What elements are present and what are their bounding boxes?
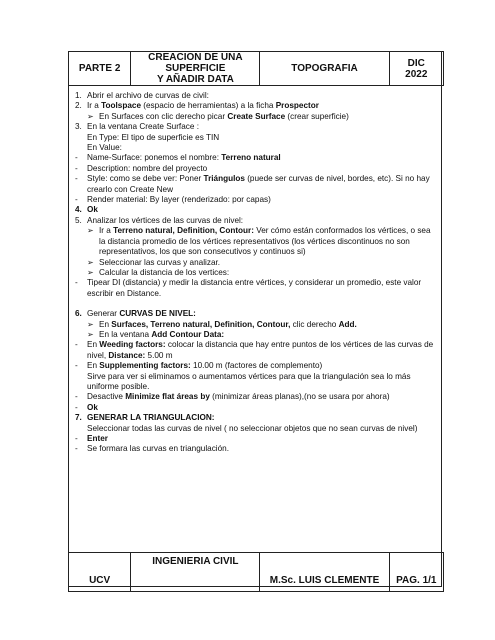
dash-bullet: - bbox=[75, 340, 78, 350]
dash-bullet: - bbox=[75, 163, 78, 173]
header-date-month: DIC bbox=[407, 57, 425, 69]
step-3-description bbox=[75, 164, 437, 174]
dash-bullet: - bbox=[75, 402, 78, 412]
arrow-bullet-icon: ➢ bbox=[87, 226, 94, 236]
header-date-year: 2022 bbox=[405, 68, 428, 80]
step-3 bbox=[75, 122, 437, 132]
footer-page: PAG. 1/1 bbox=[389, 553, 443, 592]
step-text: Seleccionar las curvas y analizar. bbox=[99, 257, 221, 267]
step-text: (puede ser curvas de nivel, bordes, etc). Si no hay crearlo con Create New bbox=[87, 174, 430, 194]
step-5-contour bbox=[75, 226, 437, 257]
step-bold: GENERAR LA TRIANGULACION: bbox=[87, 413, 215, 423]
header-table bbox=[68, 51, 444, 86]
step-text: Desactive bbox=[87, 392, 126, 402]
step-5-measure bbox=[75, 278, 437, 299]
step-6-weeding bbox=[75, 340, 437, 361]
step-text: En Type: El tipo de superficie es TIN bbox=[87, 132, 220, 142]
step-number: 6. bbox=[75, 309, 82, 319]
step-2-sub bbox=[75, 112, 437, 122]
step-6-supplementing bbox=[75, 361, 437, 371]
footer-table bbox=[68, 552, 444, 592]
step-3-type bbox=[75, 133, 437, 143]
step-bold: Surfaces, Terreno natural, Definition, Contour, bbox=[111, 319, 291, 329]
arrow-bullet-icon: ➢ bbox=[87, 267, 94, 277]
header-title-line2: Y AÑADIR DATA bbox=[156, 74, 234, 85]
dash-bullet: - bbox=[75, 195, 78, 205]
step-bold: CURVAS DE NIVEL: bbox=[119, 309, 196, 319]
step-text: Render material: By layer (renderizado: por capas) bbox=[87, 195, 271, 205]
step-text: En bbox=[99, 319, 112, 329]
dash-bullet: - bbox=[75, 278, 78, 288]
dash-bullet: - bbox=[75, 361, 78, 371]
header-subject: TOPOGRAFIA bbox=[260, 52, 389, 86]
step-2 bbox=[75, 101, 437, 111]
step-text: En Value: bbox=[87, 143, 122, 153]
footer-career: INGENIERIA CIVIL bbox=[131, 553, 260, 592]
arrow-bullet-icon: ➢ bbox=[87, 319, 94, 329]
step-6-note bbox=[75, 372, 437, 393]
step-number: 4. bbox=[75, 205, 82, 215]
step-1 bbox=[75, 91, 437, 101]
header-title bbox=[131, 52, 260, 86]
step-text: Ir a bbox=[87, 101, 102, 111]
step-6-window bbox=[75, 330, 437, 340]
dash-bullet: - bbox=[75, 174, 78, 184]
step-bold: Enter bbox=[87, 434, 108, 443]
step-text: Analizar los vértices de las curvas de nivel: bbox=[87, 215, 244, 225]
step-3-style bbox=[75, 174, 437, 195]
step-text: 10.00 m (factores de complemento) bbox=[190, 361, 323, 371]
step-text: En la ventana Create Surface : bbox=[87, 122, 199, 132]
step-bold: Prospector bbox=[275, 101, 319, 111]
header-date bbox=[389, 52, 443, 86]
step-text: Ver cómo están conformados los vértices, o sea la distancia promedio de los vértices representativos (los vértices discontinuos no son representativos, los que son consecutivos y continuos si) bbox=[99, 226, 431, 257]
step-bold: Weeding factors: bbox=[99, 340, 166, 350]
step-bold: Terreno natural, Definition, Contour: bbox=[113, 226, 254, 236]
step-text: Description: nombre del proyecto bbox=[87, 163, 208, 173]
step-3-render bbox=[75, 195, 437, 205]
header-title-line1: CREACION DE UNA SUPERFICIE bbox=[148, 52, 243, 74]
step-number: 2. bbox=[75, 101, 82, 111]
step-text: Style: como se debe ver: Poner bbox=[87, 174, 204, 184]
step-text: Name-Surface: ponemos el nombre: bbox=[87, 153, 222, 163]
step-4 bbox=[75, 205, 437, 215]
arrow-bullet-icon: ➢ bbox=[87, 329, 94, 339]
step-text: Calcular la distancia de los vertices: bbox=[99, 267, 230, 277]
step-number: 1. bbox=[75, 91, 82, 100]
step-text: (espacio de herramientas) a la ficha bbox=[141, 101, 276, 111]
step-bold: Triángulos bbox=[203, 174, 245, 184]
step-text: Sirve para ver si eliminamos o aumentamos vértices para que la triangulación sea lo más uniforme posible. bbox=[87, 371, 411, 391]
footer-author: M.Sc. LUIS CLEMENTE bbox=[260, 553, 389, 592]
step-bold: Distance: bbox=[108, 350, 146, 360]
step-text: Ir a bbox=[99, 226, 114, 236]
footer-institution: UCV bbox=[69, 553, 131, 592]
dash-bullet: - bbox=[75, 444, 78, 454]
step-6-minimize bbox=[75, 392, 437, 402]
step-6-ok bbox=[75, 403, 437, 413]
step-bold: Ok bbox=[87, 205, 98, 215]
step-text: colocar la distancia que hay entre puntos de los vértices de las curvas de nivel, bbox=[87, 340, 434, 360]
step-6-add bbox=[75, 320, 437, 330]
arrow-bullet-icon: ➢ bbox=[87, 257, 94, 267]
step-text: Generar bbox=[87, 309, 120, 319]
step-5-select bbox=[75, 258, 437, 268]
dash-bullet: - bbox=[75, 392, 78, 402]
step-bold: Minimize flat áreas by bbox=[125, 392, 210, 402]
step-text: En la ventana bbox=[99, 329, 152, 339]
step-7-select bbox=[75, 424, 437, 434]
step-bold: Toolspace bbox=[101, 101, 141, 111]
step-number: 3. bbox=[75, 122, 82, 132]
arrow-bullet-icon: ➢ bbox=[87, 111, 94, 121]
step-6 bbox=[75, 309, 437, 319]
step-text: En bbox=[87, 361, 100, 371]
step-text: Tipear DI (distancia) y medir la distancia entre vértices, y considerar un promedio, este valor escribir en Distance. bbox=[87, 278, 422, 298]
document-body bbox=[75, 91, 437, 455]
step-bold: Terreno natural bbox=[221, 153, 281, 163]
step-text: Seleccionar todas las curvas de nivel ( no seleccionar objetos que no sean curvas de nivel) bbox=[87, 423, 418, 433]
step-text: (crear superficie) bbox=[285, 111, 349, 121]
dash-bullet: - bbox=[75, 153, 78, 163]
document-sheet bbox=[68, 51, 442, 587]
step-text: clic derecho bbox=[290, 319, 339, 329]
step-text: 5.00 m bbox=[145, 350, 173, 360]
step-number: 7. bbox=[75, 413, 82, 423]
step-text: (minimizar áreas planas),(no se usara por ahora) bbox=[209, 392, 390, 402]
header-part: PARTE 2 bbox=[69, 52, 131, 86]
step-text: En bbox=[87, 340, 100, 350]
step-5 bbox=[75, 216, 437, 226]
step-7-result bbox=[75, 444, 437, 454]
step-3-value bbox=[75, 143, 437, 153]
step-3-name bbox=[75, 153, 437, 163]
step-bold: Add. bbox=[338, 319, 357, 329]
step-7 bbox=[75, 413, 437, 423]
step-7-enter bbox=[75, 434, 437, 444]
step-text: Abrir el archivo de curvas de civil: bbox=[87, 91, 209, 100]
step-number: 5. bbox=[75, 215, 82, 225]
step-bold: Ok bbox=[87, 402, 98, 412]
step-5-calc bbox=[75, 268, 437, 278]
step-bold: Supplementing factors: bbox=[99, 361, 191, 371]
step-text: En Surfaces con clic derecho picar bbox=[99, 111, 228, 121]
step-bold: Create Surface bbox=[227, 111, 286, 121]
dash-bullet: - bbox=[75, 434, 78, 443]
step-bold: Add Contour Data: bbox=[151, 329, 225, 339]
step-text: Se formara las curvas en triangulación. bbox=[87, 444, 229, 454]
